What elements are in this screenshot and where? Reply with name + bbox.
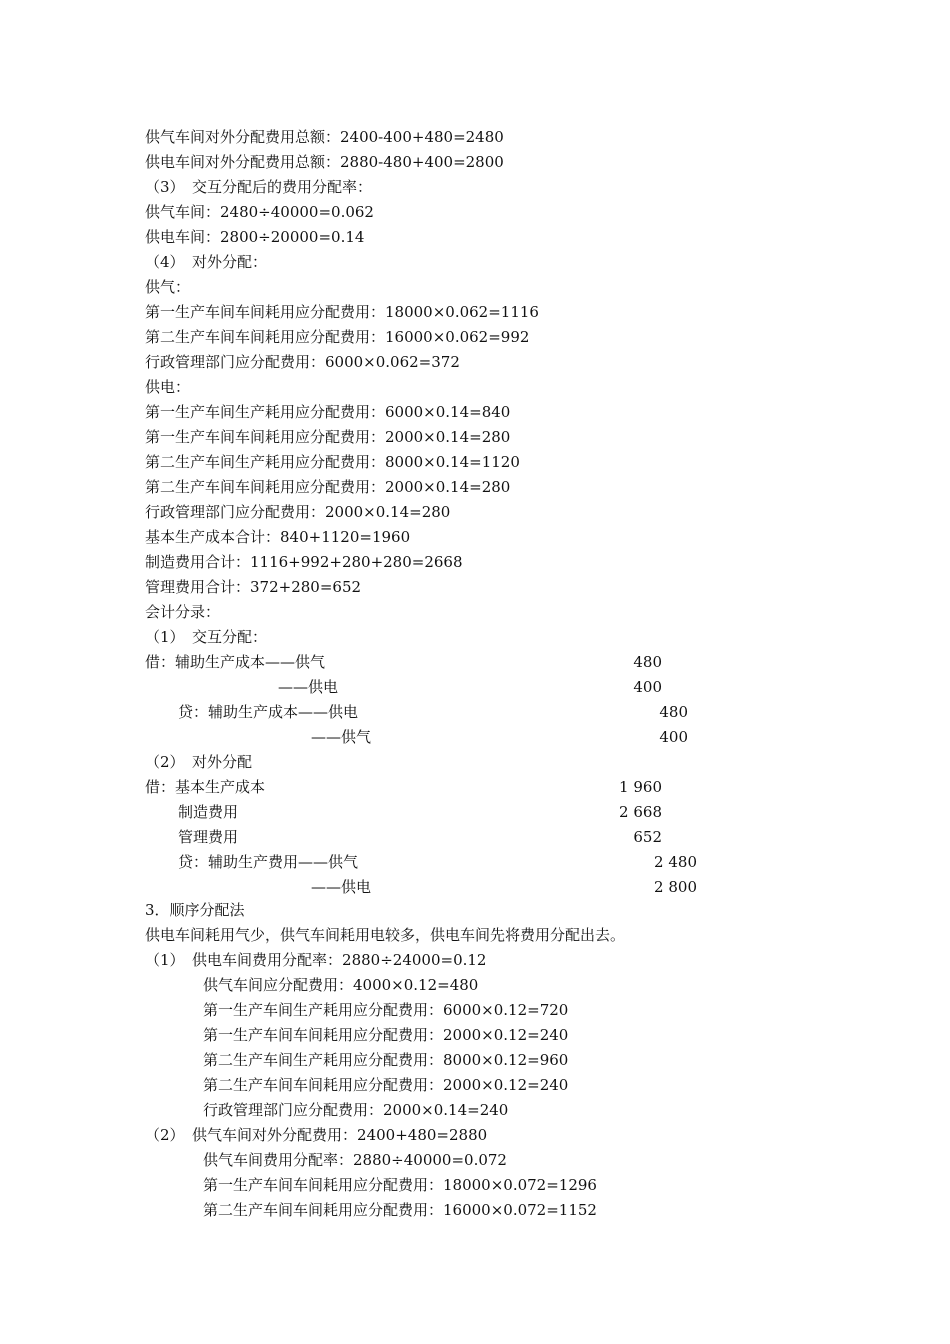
text-line: 供电车间：2800÷20000=0.14 <box>145 228 365 246</box>
journal-debit-line: 借：基本生产成本 <box>145 778 266 796</box>
text-line: 第一生产车间车间耗用应分配费用：2000×0.12=240 <box>203 1026 569 1044</box>
text-line: 第一生产车间车间耗用应分配费用：2000×0.14=280 <box>145 428 511 446</box>
text-line: 供电： <box>145 378 191 396</box>
journal-amount: 2 480 <box>654 853 697 871</box>
text-line: （1） 供电车间费用分配率：2880÷24000=0.12 <box>145 951 487 969</box>
journal-debit-line: 制造费用 <box>178 803 239 821</box>
journal-amount: 2 800 <box>654 878 697 896</box>
text-line: 第二生产车间车间耗用应分配费用：2000×0.12=240 <box>203 1076 569 1094</box>
section-heading: （2） 对外分配 <box>145 753 253 771</box>
text-line: 供电车间耗用气少，供气车间耗用电较多，供电车间先将费用分配出去。 <box>145 926 626 944</box>
journal-credit-line: ——供气 <box>311 728 372 746</box>
text-line: 第二生产车间生产耗用应分配费用：8000×0.14=1120 <box>145 453 520 471</box>
section-heading: （4） 对外分配： <box>145 253 268 271</box>
journal-amount: 652 <box>633 828 662 846</box>
text-line: 第二生产车间车间耗用应分配费用：16000×0.072=1152 <box>203 1201 597 1219</box>
text-line: 制造费用合计：1116+992+280+280=2668 <box>145 553 463 571</box>
text-line: 第一生产车间车间耗用应分配费用：18000×0.062=1116 <box>145 303 539 321</box>
journal-amount: 480 <box>633 653 662 671</box>
text-line: （2） 供气车间对外分配费用：2400+480=2880 <box>145 1126 488 1144</box>
text-line: 供气车间应分配费用：4000×0.12=480 <box>203 976 479 994</box>
section-heading: 3．顺序分配法 <box>145 901 245 919</box>
section-heading: （1） 交互分配： <box>145 628 268 646</box>
text-line: 行政管理部门应分配费用：6000×0.062=372 <box>145 353 460 371</box>
journal-debit-line: 借：辅助生产成本——供气 <box>145 653 326 671</box>
text-line: 第二生产车间车间耗用应分配费用：16000×0.062=992 <box>145 328 530 346</box>
text-line: 第一生产车间生产耗用应分配费用：6000×0.14=840 <box>145 403 511 421</box>
journal-credit-line: ——供电 <box>311 878 372 896</box>
journal-debit-line: 管理费用 <box>178 828 239 846</box>
text-line: 供气车间：2480÷40000=0.062 <box>145 203 374 221</box>
text-line: 供气车间费用分配率：2880÷40000=0.072 <box>203 1151 507 1169</box>
journal-credit-line: 贷：辅助生产成本——供电 <box>178 703 359 721</box>
text-line: 供电车间对外分配费用总额：2880-480+400=2800 <box>145 153 504 171</box>
text-line: 第一生产车间车间耗用应分配费用：18000×0.072=1296 <box>203 1176 597 1194</box>
text-line: 管理费用合计：372+280=652 <box>145 578 362 596</box>
journal-amount: 400 <box>659 728 688 746</box>
journal-amount: 480 <box>659 703 688 721</box>
text-line: 行政管理部门应分配费用：2000×0.14=240 <box>203 1101 509 1119</box>
text-line: 第二生产车间生产耗用应分配费用：8000×0.12=960 <box>203 1051 569 1069</box>
text-line: 第二生产车间车间耗用应分配费用：2000×0.14=280 <box>145 478 511 496</box>
section-heading: （3） 交互分配后的费用分配率： <box>145 178 373 196</box>
text-line: 基本生产成本合计：840+1120=1960 <box>145 528 411 546</box>
text-line: 行政管理部门应分配费用：2000×0.14=280 <box>145 503 451 521</box>
journal-debit-line: ——供电 <box>278 678 339 696</box>
text-line: 供气： <box>145 278 191 296</box>
journal-amount: 1 960 <box>619 778 662 796</box>
journal-credit-line: 贷：辅助生产费用——供气 <box>178 853 359 871</box>
journal-amount: 2 668 <box>619 803 662 821</box>
text-line: 第一生产车间生产耗用应分配费用：6000×0.12=720 <box>203 1001 569 1019</box>
text-line: 供气车间对外分配费用总额：2400-400+480=2480 <box>145 128 504 146</box>
journal-amount: 400 <box>633 678 662 696</box>
text-line: 会计分录： <box>145 603 221 621</box>
